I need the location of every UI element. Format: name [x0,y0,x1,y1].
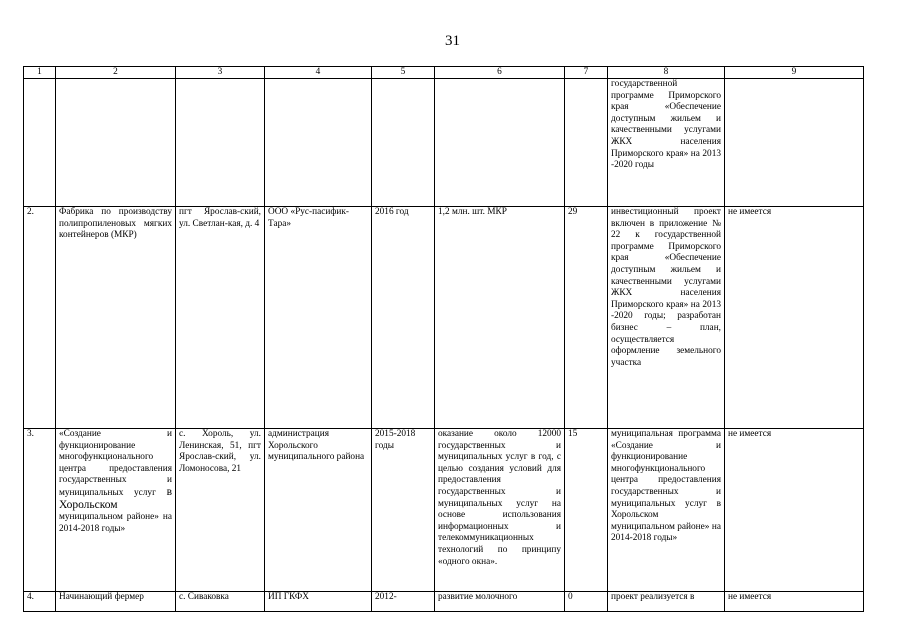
col-header: 7 [565,67,608,79]
cell-jobs: 29 [565,207,608,429]
cell-initiator [265,79,372,207]
cell-num: 2. [24,207,56,429]
cell-capacity [435,79,565,207]
cell-initiator: ООО «Рус-пасифик-Тара» [265,207,372,429]
cell-note: не имеется [725,429,864,592]
cell-jobs: 15 [565,429,608,592]
column-number-row [24,67,864,79]
cell-note: не имеется [725,207,864,429]
cell-period: 2015-2018 годы [372,429,435,592]
col-header: 9 [725,67,864,79]
col-header: 2 [56,67,176,79]
table-row [24,207,864,429]
cell-name: Фабрика по производству полипропиленовых мягких контейнеров (МКР) [56,207,176,429]
cell-initiator: ИП ГКФХ [265,592,372,612]
cell-note [725,79,864,207]
cell-status: проект реализуется в [608,592,725,612]
cell-note: не имеется [725,592,864,612]
col-header: 3 [176,67,265,79]
cell-capacity: развитие молочного [435,592,565,612]
cell-jobs: 0 [565,592,608,612]
cell-num: 3. [24,429,56,592]
cell-name-part: в Хорольском [59,485,172,511]
cell-status: государственной программе Приморского края «Обеспечение доступным жильем и качественными услугами ЖКХ населения Приморского края» на 2013 -2020 годы [608,79,725,207]
cell-initiator: администрация Хорольского муниципального района [265,429,372,592]
cell-location [176,79,265,207]
col-header: 8 [608,67,725,79]
cell-location: с. Хороль, ул. Ленинская, 51, пгт Ярослав-ский, ул. Ломоносова, 21 [176,429,265,592]
cell-name [56,79,176,207]
cell-name-part: «Создание и функционирование многофункционального центра предоставления государственных и муниципальных услуг [59,429,172,498]
cell-name [56,429,176,592]
table-row [24,79,864,207]
col-header: 4 [265,67,372,79]
cell-period: 2016 год [372,207,435,429]
cell-period [372,79,435,207]
cell-location: с. Сиваковка [176,592,265,612]
cell-status: муниципальная программа «Создание и функционирование многофункционального центра предоставления государственных и муниципальных услуг в Хорольском муниципальном районе» на 2014-2018 годы» [608,429,725,592]
cell-period: 2012- [372,592,435,612]
col-header: 5 [372,67,435,79]
projects-table [23,66,864,612]
page-number: 31 [445,33,460,49]
cell-capacity: 1,2 млн. шт. МКР [435,207,565,429]
cell-name: Начинающий фермер [56,592,176,612]
cell-jobs [565,79,608,207]
cell-num [24,79,56,207]
table-row [24,429,864,592]
cell-location: пгт Ярослав-ский, ул. Светлан-кая, д. 4 [176,207,265,429]
col-header: 1 [24,67,56,79]
cell-name-part: муниципальном районе» на 2014-2018 годы» [59,512,172,534]
col-header: 6 [435,67,565,79]
cell-status: инвестиционный проект включен в приложение № 22 к государственной программе Приморского края «Обеспечение доступным жильем и качественными услугами ЖКХ населения Приморского края» на 2013 -2020 годы; разработан бизнес – план, осуществляется оформление земельного участка [608,207,725,429]
table-row [24,592,864,612]
cell-capacity: оказание около 12000 государственных и муниципальных услуг в год, с целью создания условий для предоставления государственных и муниципальных услуг на основе использования информационных и телекоммуникационных технологий по принципу «одного окна». [435,429,565,592]
cell-num: 4. [24,592,56,612]
